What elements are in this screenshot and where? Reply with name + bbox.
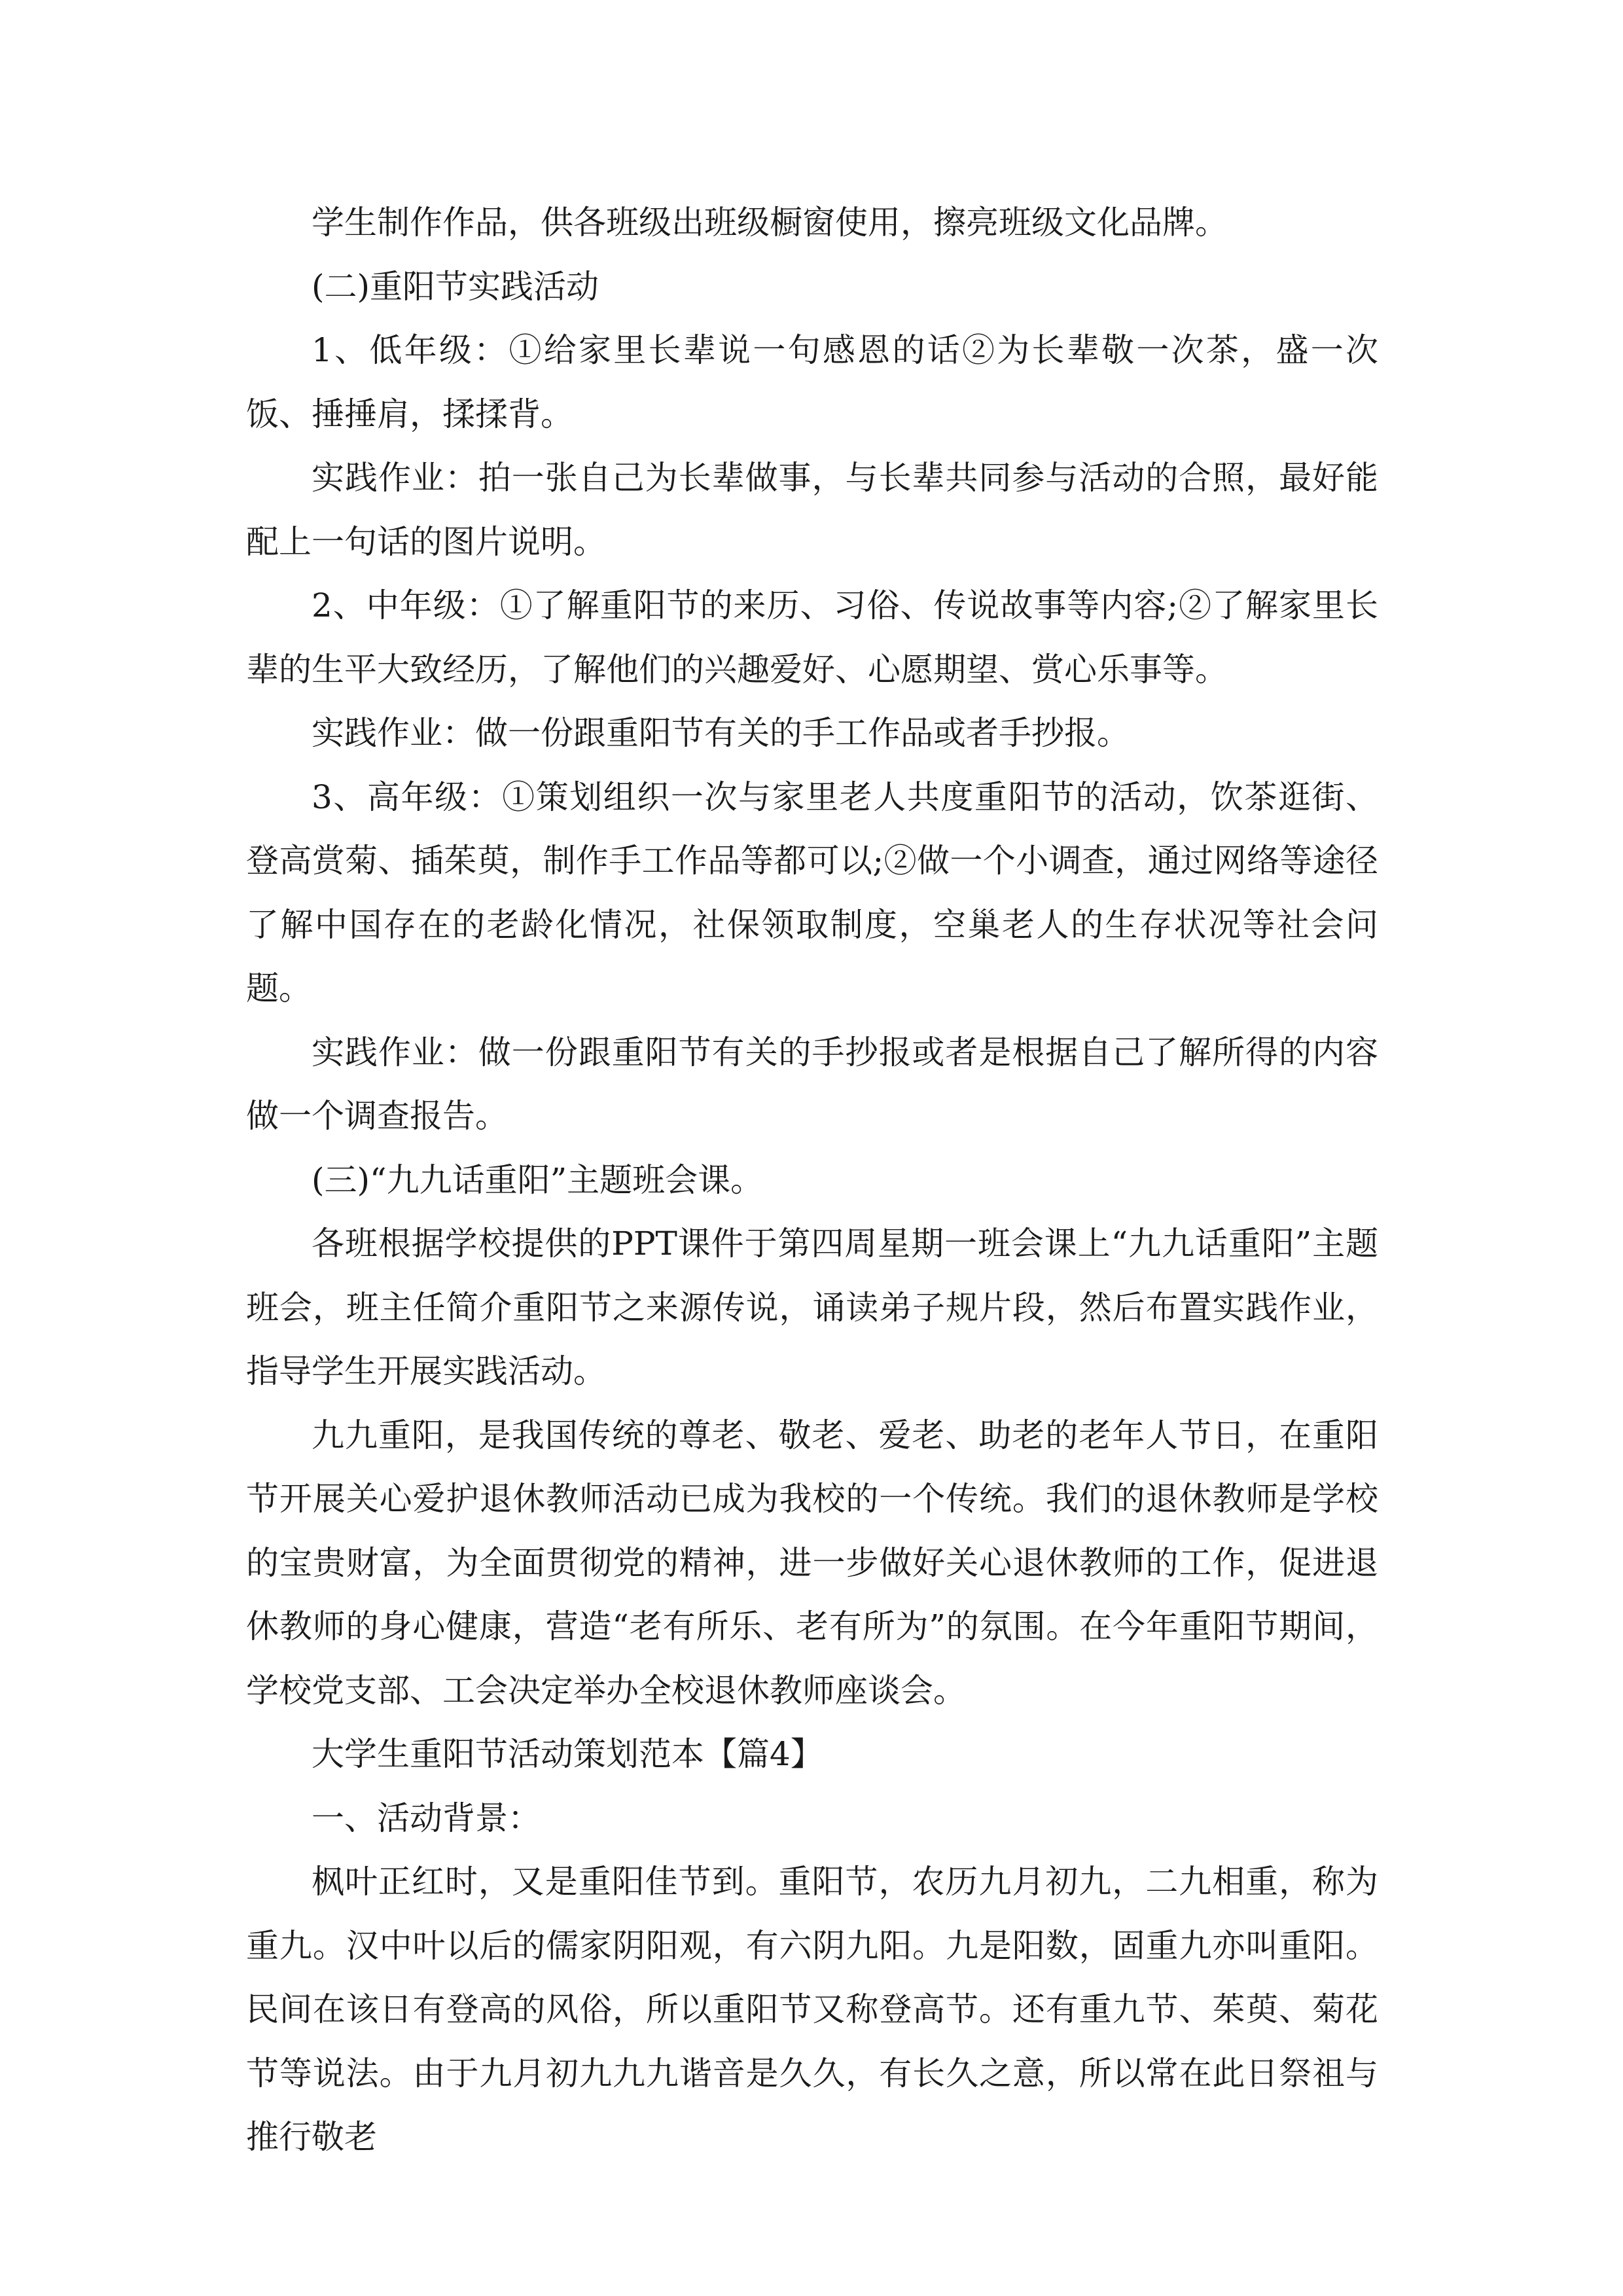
paragraph-background: 枫叶正红时，又是重阳佳节到。重阳节，农历九月初九，二九相重，称为重九。汉中叶以后的儒家阴阳观，有六阴九阳。九是阳数，固重九亦叫重阳。民间在该日有登高的风俗，所以重阳节又称登高节。还有重九节、茱萸、菊花节等说法。由于九月初九九九谐音是久久，有长久之意，所以常在此日祭祖与推行敬老	[246, 1863, 1378, 2156]
section-heading-background: 一、活动背景：	[312, 1799, 541, 1837]
paragraph-practice-homework-middle: 实践作业：做一份跟重阳节有关的手工作品或者手抄报。	[312, 714, 1130, 752]
paragraph-retired-teachers: 九九重阳，是我国传统的尊老、敬老、爱老、助老的老年人节日，在重阳节开展关心爱护退休教师活动已成为我校的一个传统。我们的退休教师是学校的宝贵财富，为全面贯彻党的精神，进一步做好关心退休教师的工作，促进退休教师的身心健康，营造“老有所乐、老有所为”的氛围。在今年重阳节期间，学校党支部、工会决定举办全校退休教师座谈会。	[246, 1416, 1378, 1710]
paragraph-student-works: 学生制作作品，供各班级出班级橱窗使用，擦亮班级文化品牌。	[312, 204, 1228, 242]
paragraph-upper-grade: 3、高年级：①策划组织一次与家里老人共度重阳节的活动，饮茶逛街、登高赏菊、插茱萸，制作手工作品等都可以;②做一个小调查，通过网络等途径了解中国存在的老龄化情况，社保领取制度，空巢老人的生存状况等社会问题。	[246, 778, 1378, 1007]
paragraph-lower-grade: 1、低年级：①给家里长辈说一句感恩的话②为长辈敬一次茶，盛一次饭、捶捶肩，揉揉背。	[246, 331, 1378, 433]
paragraph-practice-homework-upper: 实践作业：做一份跟重阳节有关的手抄报或者是根据自己了解所得的内容做一个调查报告。	[246, 1033, 1378, 1135]
section-heading-class-meeting: (三)“九九话重阳”主题班会课。	[312, 1160, 764, 1199]
article-title-part-4: 大学生重阳节活动策划范本【篇4】	[312, 1735, 823, 1773]
document-body	[246, 191, 1378, 2170]
paragraph-class-meeting: 各班根据学校提供的PPT课件于第四周星期一班会课上“九九话重阳”主题班会，班主任简介重阳节之来源传说，诵读弟子规片段，然后布置实践作业，指导学生开展实践活动。	[246, 1225, 1378, 1390]
paragraph-middle-grade: 2、中年级：①了解重阳节的来历、习俗、传说故事等内容;②了解家里长辈的生平大致经历，了解他们的兴趣爱好、心愿期望、赏心乐事等。	[246, 586, 1378, 689]
section-heading-practice-activities: (二)重阳节实践活动	[312, 267, 599, 306]
paragraph-practice-homework-lower: 实践作业：拍一张自己为长辈做事，与长辈共同参与活动的合照，最好能配上一句话的图片说明。	[246, 459, 1378, 561]
